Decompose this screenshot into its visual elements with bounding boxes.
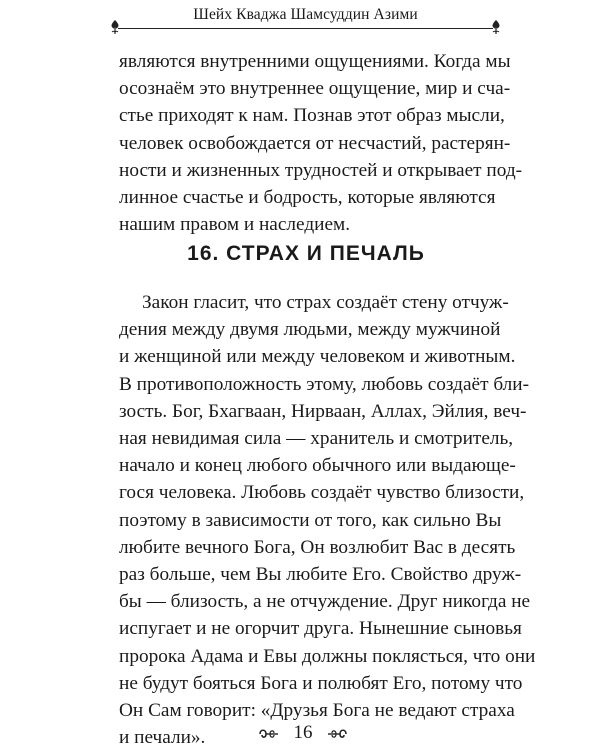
running-header — [118, 0, 493, 30]
text-line: В противоположность этому, любовь создаёт бли- — [119, 373, 530, 395]
text-line: начало и конец любого обычного или выдающе- — [119, 455, 516, 477]
text-line: ная невидимая сила — хранитель и смотритель, — [119, 428, 514, 450]
text-line: Закон гласит, что страх создаёт стену отчуж- — [142, 292, 509, 313]
text-line: и печали». — [119, 727, 206, 749]
text-line: любите вечного Бога, Он возлюбит Вас в десять — [119, 536, 516, 558]
fleuron-ornament-icon — [489, 19, 503, 35]
section-paragraph — [119, 289, 536, 751]
text-line: и женщиной или между человеком и животным. — [119, 346, 516, 368]
page-footer — [258, 722, 348, 748]
text-line: стье приходят к нам. Познав этот образ мысли, — [119, 105, 505, 127]
text-line: ности и жизненных трудностей и открывает под- — [119, 159, 523, 181]
text-line: не будут бояться Бога и полюбят Его, потому что — [119, 672, 523, 694]
text-line: человек освобождается от несчастий, растерян- — [119, 132, 511, 154]
paragraph-continued — [119, 48, 523, 238]
section-heading: 16. СТРАХ И ПЕЧАЛЬ — [187, 242, 425, 265]
text-line: являются внутренними ощущениями. Когда мы — [119, 51, 511, 72]
text-line: осознаём это внутреннее ощущение, мир и сча- — [119, 78, 511, 100]
text-line: бы — близость, а не отчуждение. Друг никогда не — [119, 591, 531, 613]
text-line: испугает и не огорчит друга. Нынешние сыновья — [119, 618, 522, 640]
header-rule — [118, 28, 493, 29]
text-line: линное счастье и бодрость, которые являются — [119, 187, 496, 209]
text-line: Он Сам говорит: «Друзья Бога не ведают страха — [119, 700, 515, 722]
text-line: нашим правом и наследием. — [119, 214, 351, 236]
text-line: раз больше, чем Вы любите Его. Свойство друж- — [119, 564, 522, 586]
text-line: пророка Адама и Евы должны поклясться, что они — [119, 645, 536, 667]
text-line: поэтому в зависимости от того, как сильно Вы — [119, 509, 502, 531]
text-line: дения между двумя людьми, между мужчиной — [119, 319, 501, 341]
header-title: Шейх Кваджа Шамсуддин Азими — [193, 6, 418, 23]
text-line: гося человека. Любовь создаёт чувство близости, — [119, 482, 525, 504]
page-number: 16 — [293, 722, 313, 743]
text-line: зость. Бог, Бхагваан, Нирваан, Аллах, Эйлия, веч- — [119, 400, 527, 422]
scroll-ornament-icon — [326, 726, 348, 742]
